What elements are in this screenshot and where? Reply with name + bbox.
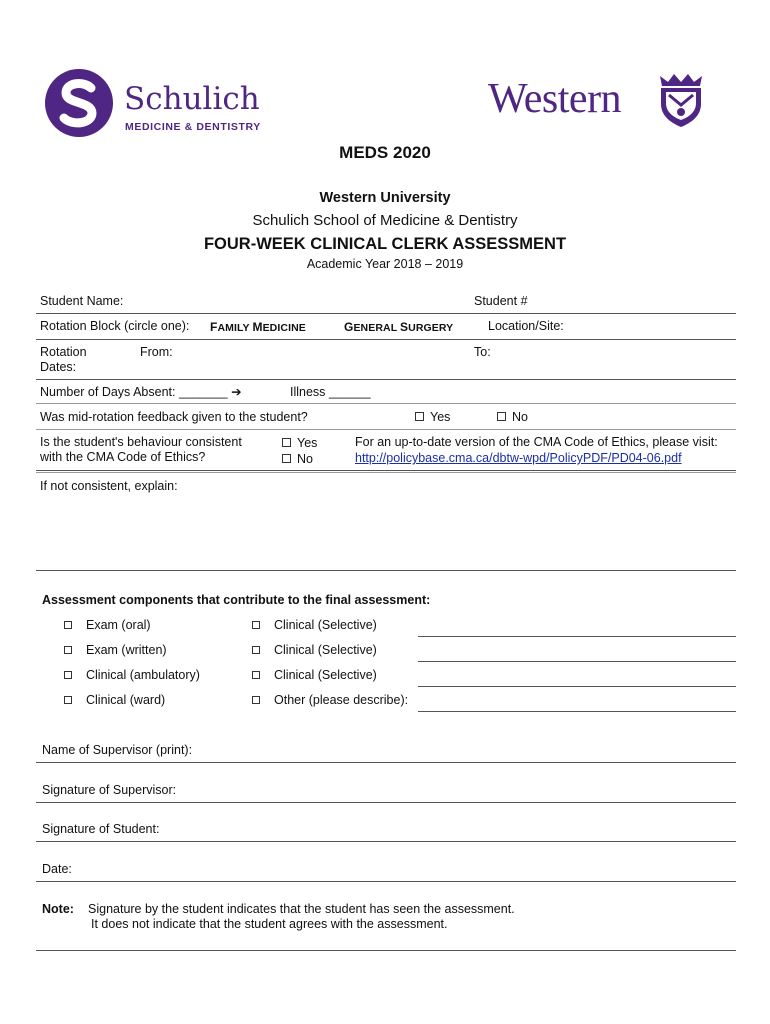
western-crest-icon bbox=[656, 72, 706, 128]
assessment-right-item[interactable]: Clinical (Selective) bbox=[252, 618, 377, 633]
schulich-s-icon bbox=[44, 68, 114, 138]
describe-line[interactable] bbox=[418, 711, 736, 712]
option-general-surgery[interactable]: GENERAL SURGERY bbox=[344, 320, 454, 334]
rotation-block-label: Rotation Block (circle one): bbox=[40, 319, 190, 333]
describe-line[interactable] bbox=[418, 636, 736, 637]
university-name: Western University bbox=[319, 190, 451, 206]
assessment-left-item[interactable]: Clinical (ambulatory) bbox=[64, 668, 200, 683]
checkbox-icon[interactable] bbox=[64, 621, 72, 629]
checkbox-icon[interactable] bbox=[252, 646, 260, 654]
behaviour-yes[interactable]: Yes bbox=[282, 436, 317, 451]
assessment-heading: Assessment components that contribute to the final assessment: bbox=[42, 593, 431, 607]
divider bbox=[36, 570, 736, 571]
rotation-dates-label: Rotation Dates: bbox=[40, 345, 87, 374]
school-name: Schulich School of Medicine & Dentistry bbox=[252, 212, 518, 229]
checkbox-icon[interactable] bbox=[415, 412, 424, 421]
location-site-label: Location/Site: bbox=[488, 319, 564, 333]
from-label: From: bbox=[140, 345, 173, 359]
student-number-label: Student # bbox=[474, 294, 528, 308]
western-logo bbox=[488, 72, 710, 128]
assessment-left-item[interactable]: Clinical (ward) bbox=[64, 693, 165, 708]
signature-line[interactable] bbox=[36, 881, 736, 882]
checkbox-icon[interactable] bbox=[282, 438, 291, 447]
divider bbox=[36, 470, 736, 473]
academic-year: Academic Year 2018 – 2019 bbox=[306, 257, 464, 271]
option-family-medicine[interactable]: FAMILY MEDICINE bbox=[210, 320, 306, 334]
checkbox-icon[interactable] bbox=[64, 696, 72, 704]
divider bbox=[36, 429, 736, 430]
divider bbox=[36, 339, 736, 340]
behaviour-question: Is the student's behaviour consistent with the CMA Code of Ethics? bbox=[40, 435, 242, 464]
assessment-left-item[interactable]: Exam (written) bbox=[64, 643, 167, 658]
divider bbox=[36, 313, 736, 314]
checkbox-icon[interactable] bbox=[64, 671, 72, 679]
divider bbox=[36, 379, 736, 380]
behaviour-no[interactable]: No bbox=[282, 452, 313, 467]
midrotation-yes[interactable]: Yes bbox=[415, 410, 450, 425]
western-wordmark: Western bbox=[488, 76, 622, 122]
student-name-label: Student Name: bbox=[40, 294, 124, 308]
illness-label: Illness ______ bbox=[290, 385, 371, 399]
signature-line[interactable] bbox=[36, 841, 736, 842]
divider bbox=[36, 403, 736, 404]
assessment-right-item[interactable]: Clinical (Selective) bbox=[252, 643, 377, 658]
supervisor-name-label: Name of Supervisor (print): bbox=[42, 743, 193, 757]
assessment-right-item[interactable]: Other (please describe): bbox=[252, 693, 408, 708]
note-line-1: Signature by the student indicates that the student has seen the assessment. bbox=[88, 902, 515, 916]
schulich-subline: MEDICINE & DENTISTRY bbox=[125, 121, 261, 133]
schulich-wordmark: Schulich bbox=[124, 81, 260, 117]
describe-line[interactable] bbox=[418, 686, 736, 687]
checkbox-icon[interactable] bbox=[64, 646, 72, 654]
checkbox-icon[interactable] bbox=[282, 454, 291, 463]
signature-line[interactable] bbox=[36, 762, 736, 763]
signature-line[interactable] bbox=[36, 802, 736, 803]
note-line-2: It does not indicate that the student agrees with the assessment. bbox=[91, 917, 448, 931]
days-absent-label: Number of Days Absent: _______ ➔ bbox=[40, 385, 242, 399]
note-label: Note: bbox=[42, 902, 74, 916]
student-signature-label: Signature of Student: bbox=[42, 822, 160, 836]
date-label: Date: bbox=[42, 862, 72, 876]
page-title: FOUR-WEEK CLINICAL CLERK ASSESSMENT bbox=[203, 235, 567, 253]
midrotation-question: Was mid-rotation feedback given to the student? bbox=[40, 410, 308, 424]
to-label: To: bbox=[474, 345, 491, 359]
cma-link[interactable]: http://policybase.cma.ca/dbtw-wpd/PolicyPDF/PD04-06.pdf bbox=[355, 451, 682, 465]
assessment-left-item[interactable]: Exam (oral) bbox=[64, 618, 151, 633]
checkbox-icon[interactable] bbox=[252, 696, 260, 704]
assessment-right-item[interactable]: Clinical (Selective) bbox=[252, 668, 377, 683]
schulich-logo bbox=[44, 68, 274, 140]
divider bbox=[36, 950, 736, 951]
checkbox-icon[interactable] bbox=[252, 621, 260, 629]
supervisor-signature-label: Signature of Supervisor: bbox=[42, 783, 177, 797]
describe-line[interactable] bbox=[418, 661, 736, 662]
checkbox-icon[interactable] bbox=[252, 671, 260, 679]
form-code: MEDS 2020 bbox=[339, 143, 431, 162]
midrotation-no[interactable]: No bbox=[497, 410, 528, 425]
cma-note: For an up-to-date version of the CMA Code of Ethics, please visit: bbox=[355, 435, 718, 449]
checkbox-icon[interactable] bbox=[497, 412, 506, 421]
not-consistent-label: If not consistent, explain: bbox=[40, 479, 178, 493]
